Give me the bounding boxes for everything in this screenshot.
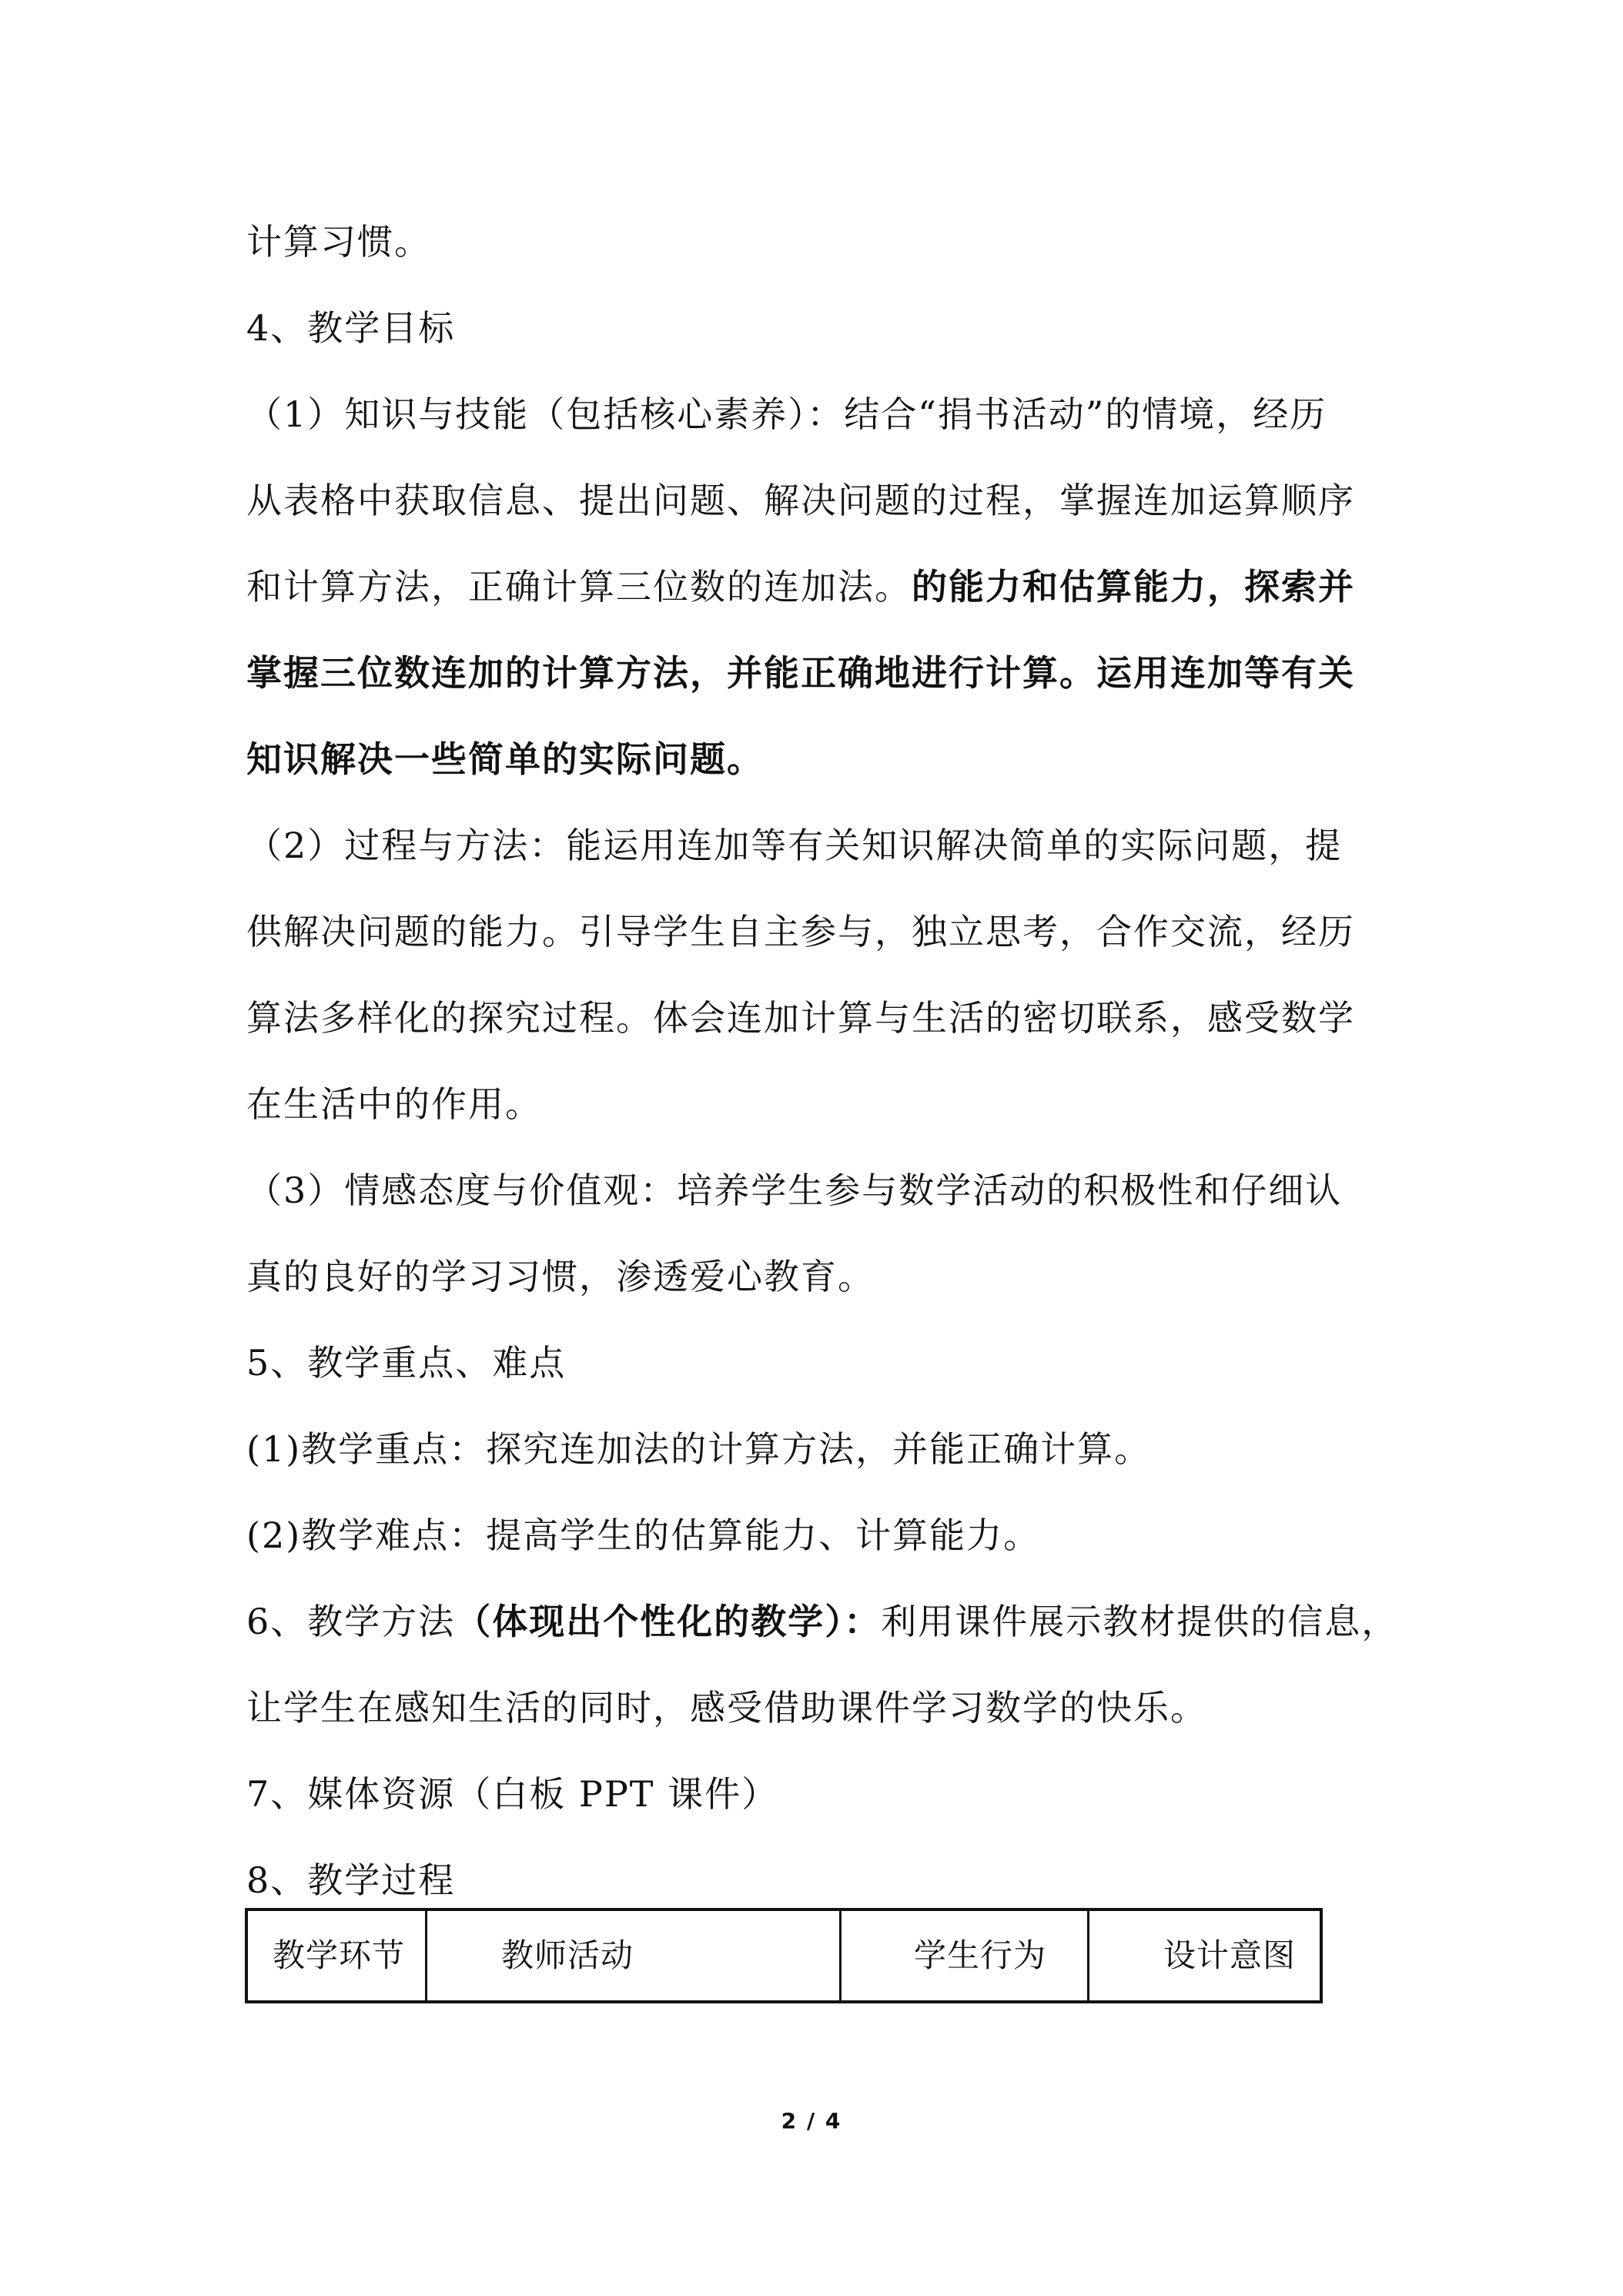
paragraph-line: 供解决问题的能力。引导学生自主参与，独立思考，合作交流，经历: [246, 911, 1355, 952]
paragraph-line: 在生活中的作用。: [246, 1083, 542, 1125]
paragraph-line: （1）知识与技能（包括核心素养）：结合“捐书活动”的情境，经历: [246, 393, 1327, 435]
section-heading-media: 7、媒体资源（白板 PPT 课件）: [246, 1773, 779, 1815]
text-bold: 的能力和估算能力，探索并: [912, 566, 1355, 607]
paragraph-line: (1)教学重点：探究连加法的计算方法，并能正确计算。: [246, 1428, 1152, 1470]
table-header-cell: 学生行为: [842, 1911, 1089, 2000]
paragraph-line: 计算习惯。: [246, 221, 431, 263]
paragraph-line: （3）情感态度与价值观：培养学生参与数学活动的积极性和仔细认: [246, 1170, 1343, 1211]
paragraph-line: 让学生在感知生活的同时，感受借助课件学习数学的快乐。: [246, 1687, 1207, 1729]
paragraph-line-bold: 知识解决一些简单的实际问题。: [246, 738, 764, 780]
teaching-process-table: [245, 1908, 1323, 2003]
table-header-cell: 教师活动: [427, 1911, 842, 2000]
paragraph-line: 真的良好的学习习惯，渗透爱心教育。: [246, 1256, 875, 1297]
paragraph-line: (2)教学难点：提高学生的估算能力、计算能力。: [246, 1514, 1041, 1556]
paragraph-line: [246, 562, 1386, 611]
section-heading-objectives: 4、教学目标: [246, 307, 456, 349]
paragraph-line: （2）过程与方法：能运用连加等有关知识解决简单的实际问题，提: [246, 825, 1343, 866]
text-normal: 和计算方法，正确计算三位数的连加法。: [246, 566, 912, 607]
table-header-cell: 教学环节: [248, 1911, 427, 2000]
section-heading-key-points: 5、教学重点、难点: [246, 1342, 567, 1384]
paragraph-line: 从表格中获取信息、提出问题、解决问题的过程，掌握连加运算顺序: [246, 480, 1355, 521]
section-heading-process: 8、教学过程: [246, 1859, 456, 1901]
table-header-cell: 设计意图: [1163, 1936, 1297, 1974]
text-normal: 利用课件展示教材提供的信息，: [881, 1601, 1399, 1642]
section-heading-methods: [246, 1597, 1399, 1646]
page-number: 2 / 4: [781, 2108, 842, 2134]
paragraph-line: 算法多样化的探究过程。体会连加计算与生活的密切联系，感受数学: [246, 997, 1355, 1039]
paragraph-line-bold: 掌握三位数连加的计算方法，并能正确地进行计算。运用连加等有关: [246, 652, 1355, 694]
text-normal: 6、教学方法: [246, 1601, 456, 1642]
text-bold: （体现出个性化的教学）：: [455, 1601, 882, 1642]
